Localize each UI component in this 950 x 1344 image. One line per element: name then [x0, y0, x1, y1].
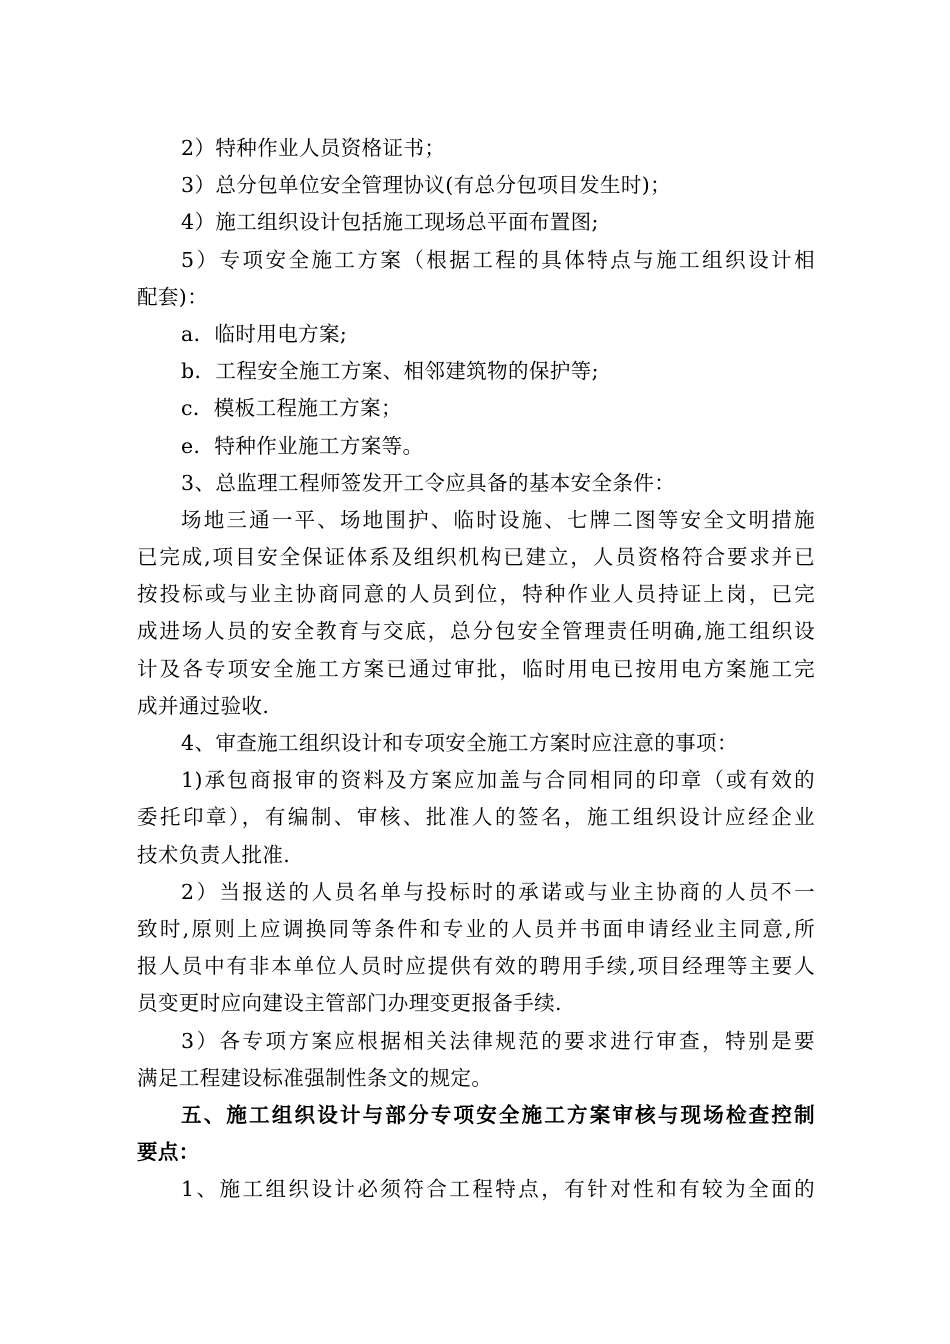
paragraph-line: 满足工程建设标准强制性条文的规定。: [137, 1065, 493, 1090]
section-heading-line: 要点：: [137, 1140, 200, 1165]
paragraph-line: 技术负责人批准.: [137, 842, 291, 867]
paragraph-line: 5）专项安全施工方案（根据工程的具体特点与施工组织设计相: [181, 247, 815, 272]
paragraph-line: b．工程安全施工方案、相邻建筑物的保护等;: [181, 359, 599, 384]
document-body: [137, 130, 815, 1208]
paragraph-line: 按投标或与业主协商同意的人员到位，特种作业人员持证上岗，已完: [137, 582, 815, 607]
paragraph-line: 场地三通一平、场地围护、临时设施、七牌二图等安全文明措施: [181, 507, 815, 532]
paragraph-line: 成并通过验收.: [137, 693, 270, 718]
paragraph-line: 配套)：: [137, 284, 209, 309]
paragraph-line: 4、审查施工组织设计和专项安全施工方案时应注意的事项：: [181, 731, 738, 755]
paragraph-line: 报人员中有非本单位人员时应提供有效的聘用手续,项目经理等主要人: [137, 954, 815, 979]
paragraph-line: 2）特种作业人员资格证书；: [181, 136, 446, 160]
paragraph-line: 4）施工组织设计包括施工现场总平面布置图;: [181, 210, 599, 235]
paragraph-line: 员变更时应向建设主管部门办理变更报备手续.: [137, 991, 562, 1016]
paragraph-line: 致时,原则上应调换同等条件和专业的人员并书面申请经业主同意,所: [137, 916, 815, 941]
section-heading-line: 五、施工组织设计与部分专项安全施工方案审核与现场检查控制: [181, 1102, 815, 1127]
paragraph-line: 已完成,项目安全保证体系及组织机构已建立，人员资格符合要求并已: [137, 545, 815, 570]
paragraph-line: e．特种作业施工方案等。: [181, 433, 424, 458]
paragraph-line: 计及各专项安全施工方案已通过审批，临时用电已按用电方案施工完: [137, 656, 815, 681]
paragraph-line: 3、总监理工程师签发开工令应具备的基本安全条件：: [181, 470, 676, 495]
paragraph-line: a．临时用电方案;: [181, 321, 348, 346]
paragraph-line: 委托印章），有编制、审核、批准人的签名，施工组织设计应经企业: [137, 805, 815, 830]
paragraph-line: c．模板工程施工方案；: [181, 396, 402, 421]
paragraph-line: 1、施工组织设计必须符合工程特点，有针对性和有较为全面的: [181, 1177, 815, 1202]
paragraph-line: 2）当报送的人员名单与投标时的承诺或与业主协商的人员不一: [181, 879, 815, 904]
paragraph-line: 3）总分包单位安全管理协议(有总分包项目发生时)；: [181, 173, 672, 198]
paragraph-line: 成进场人员的安全教育与交底，总分包安全管理责任明确,施工组织设: [137, 619, 815, 644]
paragraph-line: 1)承包商报审的资料及方案应加盖与合同相同的印章（或有效的: [181, 768, 815, 793]
paragraph-line: 3）各专项方案应根据相关法律规范的要求进行审查，特别是要: [181, 1028, 815, 1053]
